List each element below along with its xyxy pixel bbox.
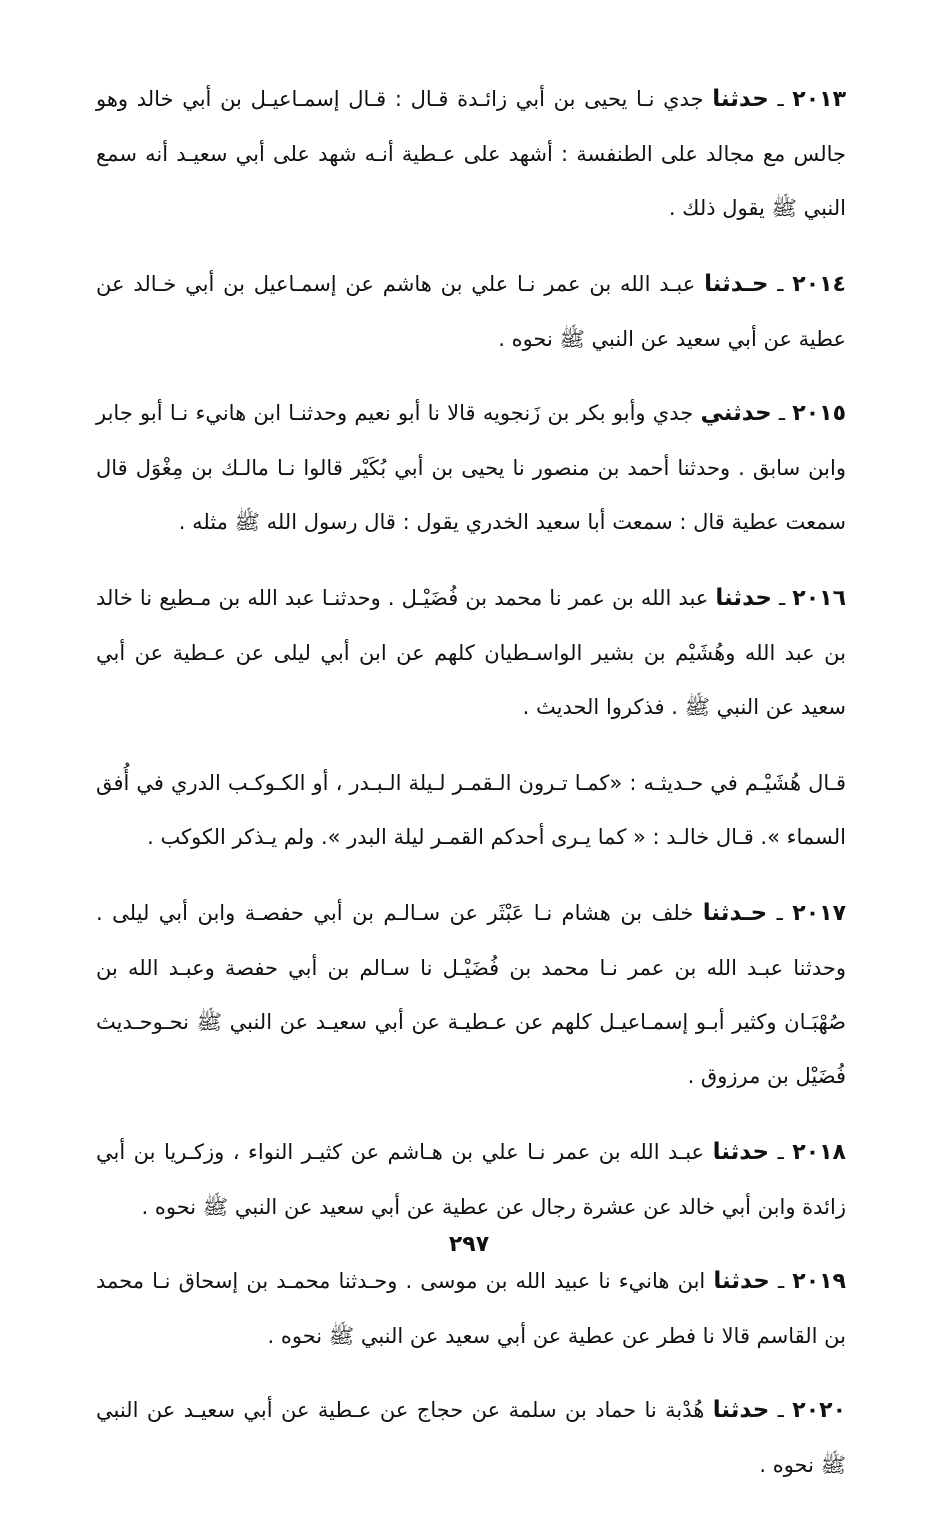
commentary-paragraph <box>96 756 846 864</box>
hadith-number: ٢٠١٩ <box>792 1269 846 1294</box>
hadith-keyword: حدثنا <box>712 1397 770 1423</box>
hadith-text: عبـد الله بن عمر نـا علي بن هاشم عن إسمـاعيل بن أبي خـالد عن عطية عن أبي سعيد عن النبي ﷺ نحوه . <box>96 272 846 351</box>
hadith-text: جدي وأبو بكر بن زَنجويه قالا نا أبو نعيم وحدثنـا ابن هانيء نـا أبو جابر وابن سابق . وحدثنا أحمد بن منصور نا يحيى بن أبي بُكَيْر قالوا نـا مالـك بن مِغْوَل قال سمعت عطية قال : سمعت أبا سعيد الخدري يقول : قال رسول الله ﷺ مثله . <box>96 401 846 534</box>
hadith-2017: ٢٠١٧ ـ حـدثنا خلف بن هشام نـا عَبْثَر عن سـالـم بن أبي حفصـة وابن أبي ليلى . وحدثنا عبـد الله بن عمر نـا محمد بن فُضَيْـل نا سـالم بن أبي حفصة وعبـد الله بن صُهْبَـان وكثير أبـو إسمـاعيـل كلهم عن عـطيـة عن أبي سعيـد عن النبي ﷺ نحـوحـديث فُضَيْل بن مرزوق . <box>96 900 846 1088</box>
hadith-2019: ٢٠١٩ ـ حدثنا ابن هانيء نا عبيد الله بن موسى . وحـدثنا محمـد بن إسحاق نـا محمد بن القاسم قالا نا فطر عن عطية عن أبي سعيد عن النبي ﷺ نحوه . <box>96 1268 846 1348</box>
hadith-keyword: حدثنا <box>712 1139 770 1165</box>
hadith-text: جدي نـا يحيى بن أبي زائـدة قـال : قـال إسمـاعيـل بن أبي خالد وهو جالس مع مجالد على الطنفسة : أشهد على عـطية أنـه شهد على أبي سعيـد أنه سمع النبي ﷺ يقول ذلك . <box>96 87 846 220</box>
hadith-text: ابن هانيء نا عبيد الله بن موسى . وحـدثنا محمـد بن إسحاق نـا محمد بن القاسم قالا نا فطر عن عطية عن أبي سعيد عن النبي ﷺ نحوه . <box>96 1269 846 1348</box>
page-number: ٢٩٧ <box>448 1232 490 1257</box>
hadith-keyword: حدثنا <box>713 1268 770 1294</box>
hadith-2016: ٢٠١٦ ـ حدثنا عبد الله بن عمر نا محمد بن فُضَيْـل . وحدثنـا عبد الله بن مـطيع نا خالد بن عبد الله وهُشَيْم بن بشير الواسـطيان كلهم عن ابن أبي ليلى عن عـطية عن أبي سعيد عن النبي ﷺ . فذكروا الحديث . <box>96 585 846 719</box>
hadith-number: ٢٠١٣ <box>792 87 847 112</box>
hadith-number: ٢٠٢٠ <box>792 1398 847 1423</box>
hadith-2013: ٢٠١٣ ـ حدثنا جدي نـا يحيى بن أبي زائـدة قـال : قـال إسمـاعيـل بن أبي خالد وهو جالس مع مجالد على الطنفسة : أشهد على عـطية أنـه شهد على أبي سعيـد أنه سمع النبي ﷺ يقول ذلك . <box>96 86 847 220</box>
hadith-number: ٢٠١٥ <box>792 401 846 426</box>
page-body <box>96 72 846 1514</box>
hadith-text: خلف بن هشام نـا عَبْثَر عن سـالـم بن أبي حفصـة وابن أبي ليلى . وحدثنا عبـد الله بن عمر نـا محمد بن فُضَيْـل نا سـالم بن أبي حفصة وعبـد الله بن صُهْبَـان وكثير أبـو إسمـاعيـل كلهم عن عـطيـة عن أبي سعيـد عن النبي ﷺ نحـوحـديث فُضَيْل بن مرزوق . <box>96 901 846 1088</box>
hadith-keyword: حدثنا <box>712 86 769 112</box>
hadith-2018: ٢٠١٨ ـ حدثنا عبـد الله بن عمر نـا علي بن هـاشم عن كثيـر النواء ، وزكـريا بن أبي زائدة وابن أبي خالد عن عشرة رجال عن عطية عن أبي سعيد عن النبي ﷺ نحوه . <box>96 1139 846 1219</box>
hadith-keyword: حـدثنا <box>702 900 768 926</box>
hadith-keyword: حدثنا <box>715 585 772 611</box>
hadith-text: عبـد الله بن عمر نـا علي بن هـاشم عن كثيـر النواء ، وزكـريا بن أبي زائدة وابن أبي خالد عن عشرة رجال عن عطية عن أبي سعيد عن النبي ﷺ نحوه . <box>96 1140 846 1219</box>
hadith-keyword: حدثني <box>700 400 772 426</box>
hadith-2020: ٢٠٢٠ ـ حدثنا هُدْبة نا حماد بن سلمة عن حجاج عن عـطية عن أبي سعيـد عن النبي ﷺ نحوه . <box>96 1397 847 1477</box>
hadith-2014: ٢٠١٤ ـ حـدثنا عبـد الله بن عمر نـا علي بن هاشم عن إسمـاعيل بن أبي خـالد عن عطية عن أبي سعيد عن النبي ﷺ نحوه . <box>96 271 846 351</box>
hadith-number: ٢٠١٧ <box>792 901 846 926</box>
commentary-text: قـال هُشَيْـم في حـديثـه : «كمـا تـرون الـقمـر لـيلة الـبـدر ، أو الكـوكـب الدري في أُفق السماء ». قـال خالـد : « كما يـرى أحدكم القمـر ليلة البدر ». ولم يـذكر الكوكب . <box>96 771 846 849</box>
hadith-number: ٢٠١٨ <box>792 1140 846 1165</box>
hadith-keyword: حـدثنا <box>704 271 769 297</box>
hadith-text: عبد الله بن عمر نا محمد بن فُضَيْـل . وحدثنـا عبد الله بن مـطيع نا خالد بن عبد الله وهُشَيْم بن بشير الواسـطيان كلهم عن ابن أبي ليلى عن عـطية عن أبي سعيد عن النبي ﷺ . فذكروا الحديث . <box>96 586 846 719</box>
hadith-number: ٢٠١٦ <box>792 586 846 611</box>
hadith-text: هُدْبة نا حماد بن سلمة عن حجاج عن عـطية عن أبي سعيـد عن النبي ﷺ نحوه . <box>96 1398 846 1477</box>
hadith-number: ٢٠١٤ <box>792 272 846 297</box>
hadith-2015: ٢٠١٥ ـ حدثني جدي وأبو بكر بن زَنجويه قالا نا أبو نعيم وحدثنـا ابن هانيء نـا أبو جابر وابن سابق . وحدثنا أحمد بن منصور نا يحيى بن أبي بُكَيْر قالوا نـا مالـك بن مِغْوَل قال سمعت عطية قال : سمعت أبا سعيد الخدري يقول : قال رسول الله ﷺ مثله . <box>96 400 846 534</box>
